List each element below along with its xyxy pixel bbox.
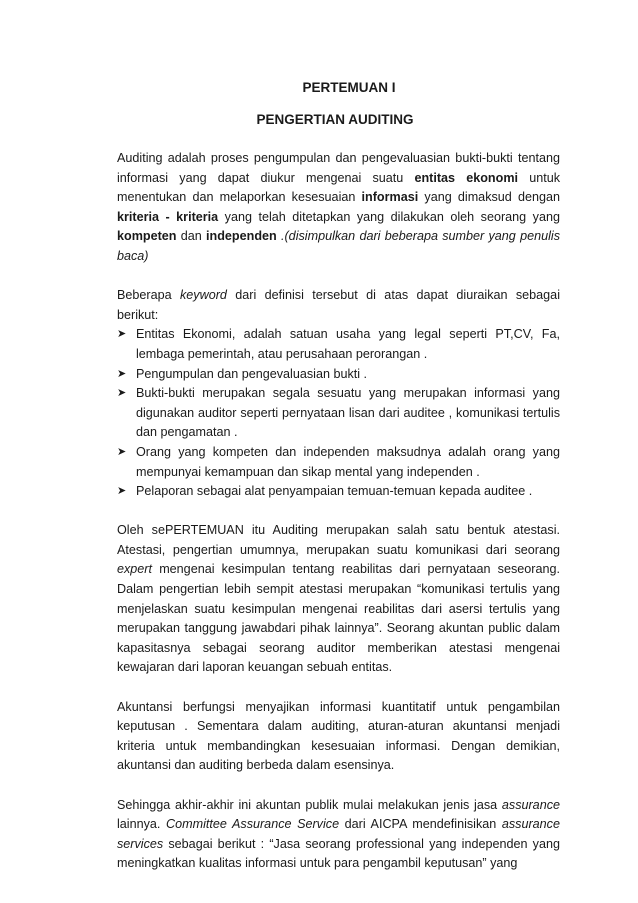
arrowhead-bullet-icon: ➤ (117, 445, 127, 458)
text-run: Beberapa (117, 288, 180, 303)
bold-term: informasi (361, 190, 419, 205)
list-item (117, 384, 560, 443)
list-item (117, 482, 560, 502)
arrowhead-bullet-icon: ➤ (117, 367, 127, 380)
bold-term: independen (206, 229, 277, 244)
list-item-text: Bukti-bukti merupakan segala sesuatu yang merupakan informasi yang digunakan auditor seperti pernyataan lisan dari auditee , komunikasi tertulis dan pengamatan . (136, 386, 560, 440)
page-title: PERTEMUAN I (302, 80, 396, 95)
text-run: mengenai kesimpulan tentang reabilitas dari pernyataan seseorang. Dalam pengertian lebih sempit atestasi merupakan “komunikasi tertulis yang menjelaskan suatu kesimpulan mengenai reabilitas dari asersi tertulis yang merupakan tanggung jawabdari pihak lainnya”. Seorang akuntan public dalam kapasitasnya sebagai seorang auditor memberikan atestasi mengenai kewajaran dari laporan keuangan sebuah entitas. (117, 562, 560, 675)
list-item-text: Orang yang kompeten dan independen maksudnya adalah orang yang mempunyai kemampuan dan sikap mental yang independen . (136, 444, 560, 479)
text-run: dari definisi tersebut di atas dapat diuraikan sebagai berikut: (117, 288, 560, 322)
italic-term: assurance services (117, 817, 560, 851)
text-run: untuk menentukan dan melaporkan kesesuaian (117, 170, 561, 205)
arrowhead-bullet-icon: ➤ (117, 328, 127, 341)
paragraph-attestation (117, 521, 560, 678)
text-run: Sehingga akhir-akhir ini akuntan publik mulai melakukan jenis jasa (117, 797, 502, 812)
italic-term: keyword (180, 288, 227, 303)
text-run: lainnya. (117, 817, 166, 832)
paragraph-definition (117, 149, 560, 267)
bold-term: entitas ekonomi (414, 170, 519, 185)
list-item (117, 443, 560, 482)
arrowhead-bullet-icon: ➤ (117, 485, 127, 498)
list-item-text: Entitas Ekonomi, adalah satuan usaha yang legal seperti PT,CV, Fa, lembaga pemerintah, atau perusahaan perorangan . (136, 327, 560, 361)
italic-term: Committee Assurance Service (166, 817, 340, 832)
italic-term: expert (117, 562, 153, 577)
bold-term: kriteria - kriteria (117, 209, 219, 224)
list-item-text: Pelaporan sebagai alat penyampaian temuan-temuan kepada auditee . (136, 484, 533, 499)
text-run: yang telah ditetapkan yang dilakukan oleh seorang yang (218, 209, 560, 224)
text-run: sebagai berikut : “Jasa seorang professional yang independen yang meningkatkan kualitas informasi untuk para pengambil keputusan” yang (117, 836, 560, 871)
text-run: yang dimaksud dengan (418, 190, 560, 205)
list-item (117, 325, 560, 364)
page-subtitle: PENGERTIAN AUDITING (256, 112, 414, 127)
arrowhead-bullet-icon: ➤ (117, 387, 127, 400)
document-body (117, 149, 560, 874)
bold-term: kompeten (117, 229, 177, 244)
text-run: Oleh sePERTEMUAN itu Auditing merupakan salah satu bentuk atestasi. Atestasi, pengertian umumnya, merupakan suatu komunikasi dari seorang (117, 523, 560, 557)
list-item (117, 365, 560, 385)
paragraph-accounting: Akuntansi berfungsi menyajikan informasi kuantitatif untuk pengambilan keputusan . Sementara dalam auditing, aturan-aturan akuntansi menjadi kriteria untuk membandingkan kesesuaian informasi. Dengan demikian, akuntansi dan auditing berbeda dalam esensinya. (117, 699, 560, 773)
paragraph-keywords (117, 286, 560, 325)
text-run: dan (176, 229, 207, 244)
paragraph-assurance (117, 796, 560, 874)
text-run: Auditing adalah proses pengumpulan dan pengevaluasian bukti-bukti tentang informasi yang dapat diukur mengenai suatu (117, 151, 560, 185)
keyword-list (117, 325, 560, 501)
text-run: dari AICPA mendefinisikan (339, 817, 502, 832)
italic-note: .(disimpulkan dari beberapa sumber yang penulis baca) (117, 229, 560, 263)
italic-term: assurance (501, 797, 560, 812)
list-item-text: Pengumpulan dan pengevaluasian bukti . (136, 366, 368, 381)
